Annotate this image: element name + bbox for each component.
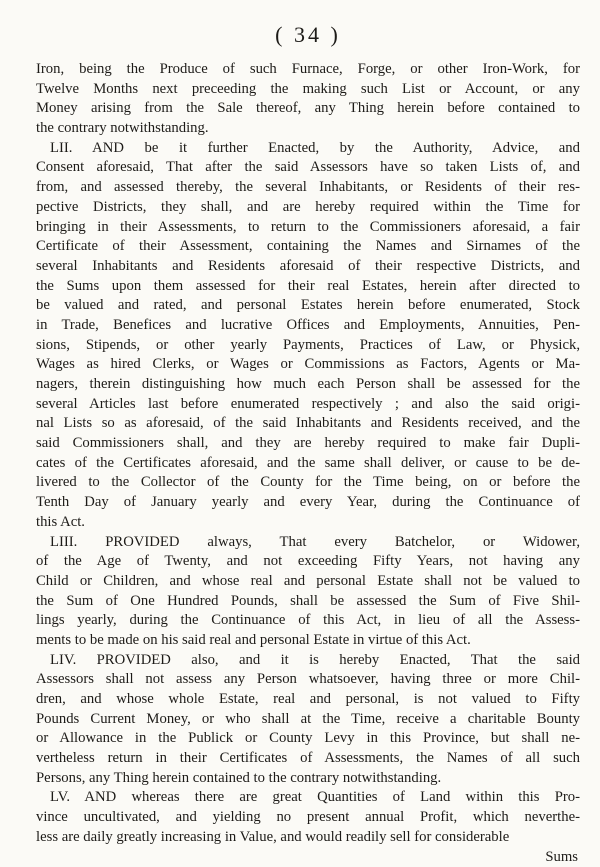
text-line: from, and assessed thereby, the several Inhabitants, or Residents of their res- (36, 178, 580, 198)
paragraph-section-liii (36, 533, 580, 651)
text-line: Assessors shall not assess any Person whatsoever, having three or more Chil- (36, 670, 580, 690)
text-line: less are daily greatly increasing in Value, and would readily sell for considerable (36, 828, 580, 848)
text-line: dren, and whose whole Estate, real and personal, is not valued to Fifty (36, 690, 580, 710)
text-line: the Sums upon them assessed for their real Estates, herein after directed to (36, 277, 580, 297)
text-line: Money arising from the Sale thereof, any Thing herein before contained to (36, 99, 580, 119)
text-line: Consent aforesaid, That after the said Assessors have so taken Lists of, and (36, 158, 580, 178)
text-line: ments to be made on his said real and personal Estate in virtue of this Act. (36, 631, 580, 651)
text-line: said Commissioners shall, and they are hereby required to make fair Dupli- (36, 434, 580, 454)
text-line: LII. AND be it further Enacted, by the Authority, Advice, and (36, 139, 580, 159)
text-line: this Act. (36, 513, 580, 533)
text-line: cates of the Certificates aforesaid, and the same shall deliver, or cause to be de- (36, 454, 580, 474)
text-line: in Trade, Benefices and lucrative Offices and Employments, Annuities, Pen- (36, 316, 580, 336)
text-line: Certificate of their Assessment, containing the Names and Sirnames of the (36, 237, 580, 257)
text-line: Twelve Months next preceeding the making such List or Account, or any (36, 80, 580, 100)
text-line: be valued and rated, and personal Estates herein before enumerated, Stock (36, 296, 580, 316)
paragraph-continuation (36, 60, 580, 139)
page-number: ( 34 ) (36, 22, 580, 48)
text-line: or Allowance in the Publick or County Levy in this Province, but shall ne- (36, 729, 580, 749)
text-line: the contrary notwithstanding. (36, 119, 580, 139)
paragraph-section-lii (36, 139, 580, 533)
text-line: Pounds Current Money, or who shall at the Time, receive a charitable Bounty (36, 710, 580, 730)
text-line: Persons, any Thing herein contained to the contrary notwithstanding. (36, 769, 580, 789)
text-line: Iron, being the Produce of such Furnace, Forge, or other Iron-Work, for (36, 60, 580, 80)
text-line: Tenth Day of January yearly and every Year, during the Continuance of (36, 493, 580, 513)
text-line: lings yearly, during the Continuance of this Act, in lieu of all the Assess- (36, 611, 580, 631)
text-line: LIV. PROVIDED also, and it is hereby Enacted, That the said (36, 651, 580, 671)
text-line: LV. AND whereas there are great Quantities of Land within this Pro- (36, 788, 580, 808)
text-line: the Sum of One Hundred Pounds, shall be assessed the Sum of Five Shil- (36, 592, 580, 612)
text-line: Child or Children, and whose real and personal Estate shall not be valued to (36, 572, 580, 592)
text-line: LIII. PROVIDED always, That every Batchelor, or Widower, (36, 533, 580, 553)
catchword: Sums (36, 848, 580, 867)
text-line: nagers, therein distinguishing how much each Person shall be assessed for the (36, 375, 580, 395)
text-line: livered to the Collector of the County for the Time being, on or before the (36, 473, 580, 493)
text-line: vertheless return in their Certificates of Assessments, the Names of all such (36, 749, 580, 769)
text-line: Wages as hired Clerks, or Wages or Commissions as Factors, Agents or Ma- (36, 355, 580, 375)
text-line: sions, Stipends, or other yearly Payments, Practices of Law, or Physick, (36, 336, 580, 356)
paragraph-section-lv (36, 788, 580, 847)
paragraph-section-liv (36, 651, 580, 789)
text-line: vince uncultivated, and yielding no present annual Profit, which neverthe- (36, 808, 580, 828)
text-line: several Articles last before enumerated respectively ; and also the said origi- (36, 395, 580, 415)
text-line: bringing in their Assessments, to return to the Commissioners aforesaid, a fair (36, 218, 580, 238)
text-line: nal Lists so as aforesaid, of the said Inhabitants and Residents received, and the (36, 414, 580, 434)
text-line: of the Age of Twenty, and not exceeding Fifty Years, not having any (36, 552, 580, 572)
body-text (36, 60, 580, 848)
text-line: several Inhabitants and Residents aforesaid of their respective Districts, and (36, 257, 580, 277)
text-line: pective Districts, they shall, and are hereby required within the Time for (36, 198, 580, 218)
